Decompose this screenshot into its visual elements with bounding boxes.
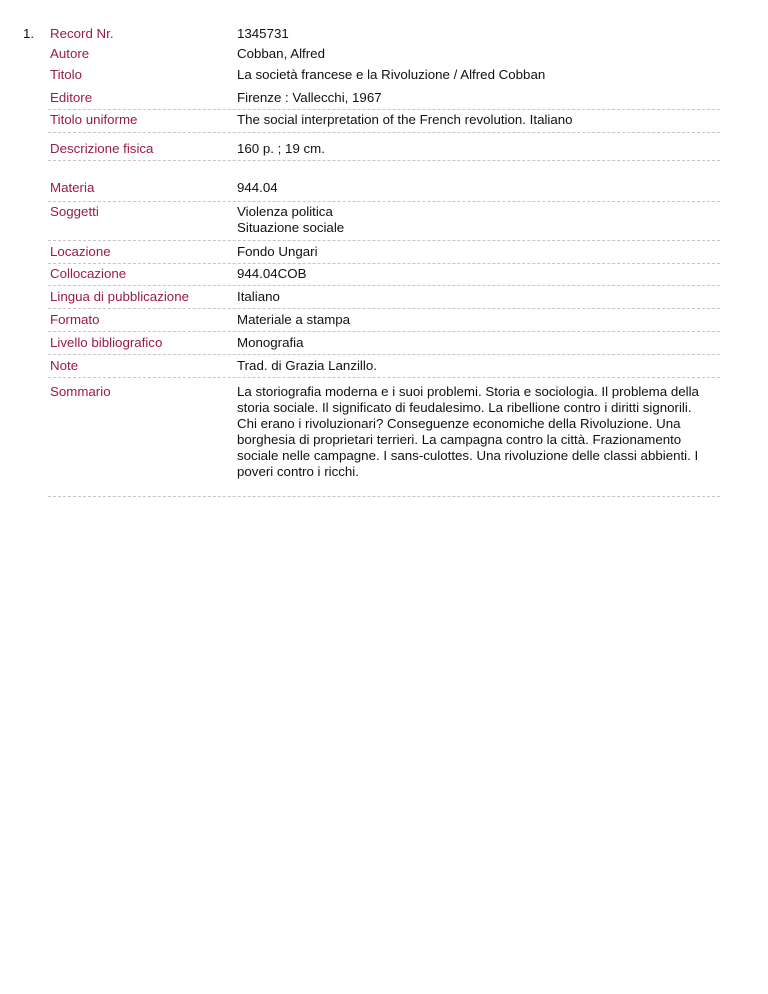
field-value	[237, 266, 707, 282]
field-label: Materia	[50, 180, 95, 195]
field-value: La storiografia moderna e i suoi problemi. Storia e sociologia. Il problema della storia sociale. Il significato di feudalesimo. La ribellione contro i diritti signorili. Chi erano i rivoluzionari? Conseguenze economiche della Rivoluzione. Una borghesia di proprietari terrieri. La campagna contro la città. Frazionamento sociale nelle campagne. I sans-culottes. Una rivoluzione delle classi abbienti. I poveri contro i ricchi.	[237, 384, 699, 479]
field-value	[237, 358, 707, 374]
field-formato	[48, 312, 720, 332]
field-value	[237, 180, 707, 196]
field-value	[237, 289, 707, 305]
field-lingua-di-pubblicazione	[48, 289, 720, 309]
field-label: Editore	[50, 90, 93, 105]
field-soggetti	[48, 204, 720, 241]
field-descrizione-fisica	[48, 141, 720, 161]
record-index: 1.	[23, 26, 35, 41]
field-value-line: La società francese e la Rivoluzione / Alfred Cobban	[237, 67, 546, 82]
field-label: Formato	[50, 312, 100, 327]
field-value-line: Firenze : Vallecchi, 1967	[237, 90, 382, 105]
field-label: Autore	[50, 46, 90, 61]
field-value-line: 944.04COB	[237, 266, 307, 281]
field-value-line: Trad. di Grazia Lanzillo.	[237, 358, 377, 373]
field-label: Lingua di pubblicazione	[50, 289, 189, 304]
field-collocazione	[48, 266, 720, 286]
field-value-line: 1345731	[237, 26, 289, 41]
field-label: Descrizione fisica	[50, 141, 154, 156]
field-value-line: Fondo Ungari	[237, 244, 318, 259]
field-value-line: Violenza politica	[237, 204, 333, 219]
field-value-line: Cobban, Alfred	[237, 46, 325, 61]
field-livello-bibliografico	[48, 335, 720, 355]
field-label: Titolo	[50, 67, 83, 82]
field-label: Record Nr.	[50, 26, 114, 41]
field-label: Titolo uniforme	[50, 112, 138, 127]
field-value	[237, 204, 707, 236]
field-label: Locazione	[50, 244, 111, 259]
field-value	[237, 67, 707, 83]
field-value-line: Materiale a stampa	[237, 312, 351, 327]
field-value	[237, 90, 707, 106]
field-sommario	[48, 384, 720, 497]
field-record-nr	[48, 26, 720, 44]
field-label: Note	[50, 358, 79, 373]
field-locazione	[48, 244, 720, 264]
field-editore	[48, 90, 720, 110]
field-value-line: Situazione sociale	[237, 220, 345, 235]
field-value-line: Monografia	[237, 335, 304, 350]
field-value	[237, 141, 707, 157]
field-value	[237, 335, 707, 351]
field-value	[237, 312, 707, 328]
field-value-line: Italiano	[237, 289, 280, 304]
field-materia	[48, 180, 720, 202]
field-value-line: 160 p. ; 19 cm.	[237, 141, 325, 156]
field-autore	[48, 46, 720, 64]
field-titolo-uniforme	[48, 112, 720, 133]
field-titolo	[48, 67, 720, 87]
field-value	[237, 46, 707, 62]
field-value-line: 944.04	[237, 180, 278, 195]
field-value	[237, 26, 707, 42]
field-value-line: The social interpretation of the French revolution. Italiano	[237, 112, 573, 127]
field-value	[237, 244, 707, 260]
field-label: Soggetti	[50, 204, 99, 219]
field-value	[237, 112, 707, 128]
field-label: Sommario	[50, 384, 111, 399]
field-note	[48, 358, 720, 378]
field-label: Livello bibliografico	[50, 335, 163, 350]
field-label: Collocazione	[50, 266, 127, 281]
